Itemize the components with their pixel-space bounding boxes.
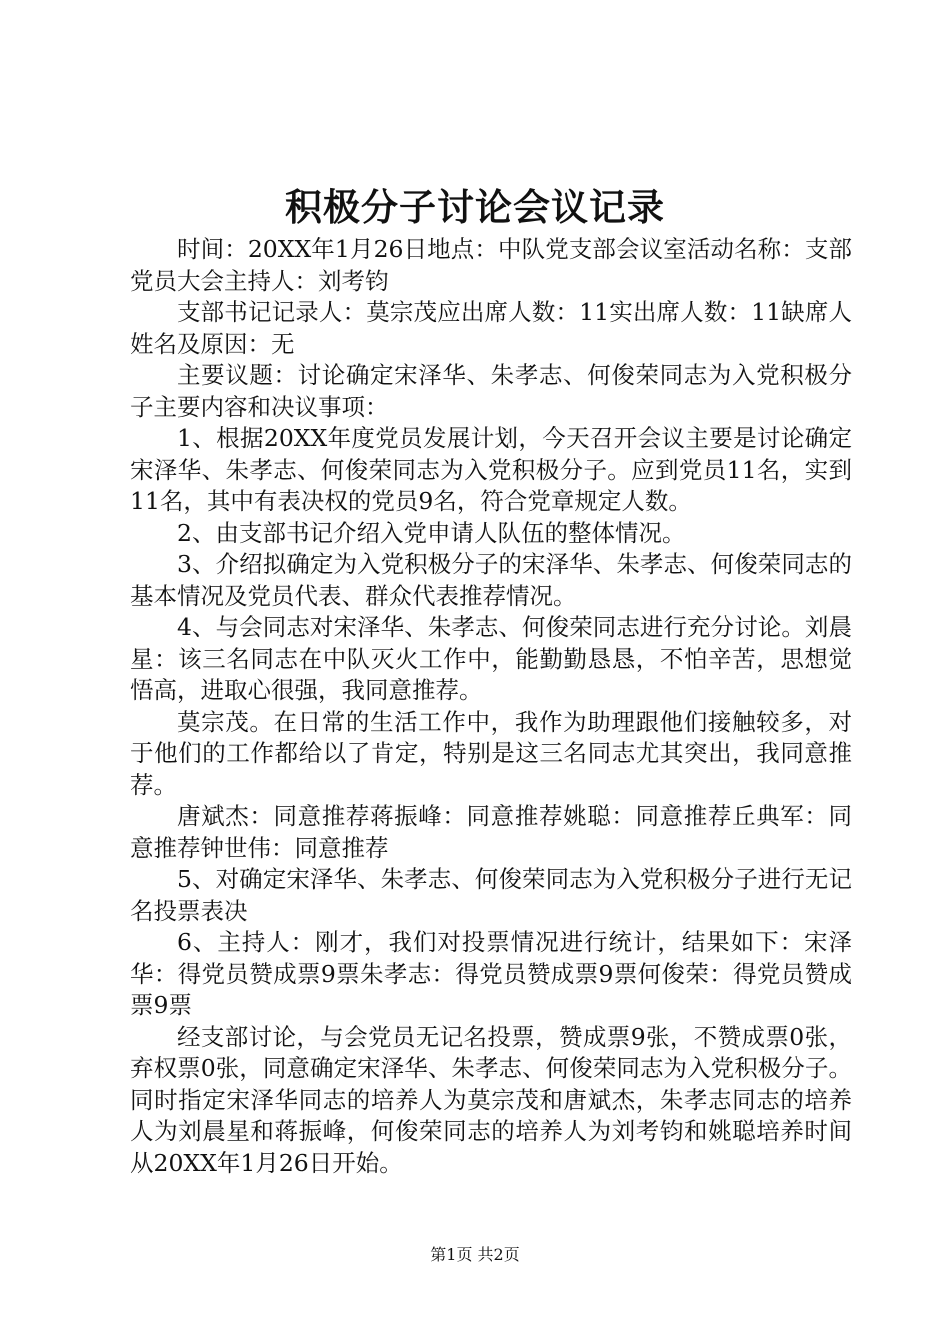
paragraph-meeting-info: 时间：20XX年1月26日地点：中队党支部会议室活动名称：支部党员大会主持人：刘考钧 — [130, 235, 852, 295]
document-body — [130, 234, 852, 1179]
paragraph-item-6: 6、主持人：刚才，我们对投票情况进行统计，结果如下：宋泽华：得党员赞成票9票朱孝志：得党员赞成票9票何俊荣：得党员赞成票9票 — [130, 928, 852, 1019]
paragraph-statements-others: 唐斌杰：同意推荐蒋振峰：同意推荐姚聪：同意推荐丘典军：同意推荐钟世伟：同意推荐 — [130, 802, 852, 862]
paragraph-item-2: 2、由支部书记介绍入党申请人队伍的整体情况。 — [177, 518, 686, 547]
paragraph-statement-mo: 莫宗茂。在日常的生活工作中，我作为助理跟他们接触较多，对于他们的工作都给以了肯定，特别是这三名同志尤其突出，我同意推荐。 — [130, 707, 852, 799]
paragraph-conclusion: 经支部讨论，与会党员无记名投票，赞成票9张，不赞成票0张，弃权票0张，同意确定宋泽华、朱孝志、何俊荣同志为入党积极分子。同时指定宋泽华同志的培养人为莫宗茂和唐斌杰，朱孝志同志的培养人为刘晨星和蒋振峰，何俊荣同志的培养人为刘考钧和姚聪培养时间从20XX年1月26日开始。 — [130, 1022, 852, 1177]
paragraph-item-4: 4、与会同志对宋泽华、朱孝志、何俊荣同志进行充分讨论。刘晨星：该三名同志在中队灭火工作中，能勤勤恳恳，不怕辛苦，思想觉悟高，进取心很强，我同意推荐。 — [130, 613, 852, 704]
paragraph-item-5: 5、对确定宋泽华、朱孝志、何俊荣同志为入党积极分子进行无记名投票表决 — [130, 865, 852, 925]
paragraph-attendance: 支部书记记录人：莫宗茂应出席人数：11实出席人数：11缺席人姓名及原因：无 — [130, 298, 852, 358]
paragraph-item-1: 1、根据20XX年度党员发展计划，今天召开会议主要是讨论确定宋泽华、朱孝志、何俊荣同志为入党积极分子。应到党员11名，实到11名，其中有表决权的党员9名，符合党章规定人数。 — [130, 424, 852, 515]
paragraph-item-3: 3、介绍拟确定为入党积极分子的宋泽华、朱孝志、何俊荣同志的基本情况及党员代表、群众代表推荐情况。 — [130, 550, 852, 610]
paragraph-main-topic: 主要议题：讨论确定宋泽华、朱孝志、何俊荣同志为入党积极分子主要内容和决议事项： — [130, 361, 852, 421]
page-number: 第1页 共2页 — [430, 1245, 520, 1264]
document-title: 积极分子讨论会议记录 — [285, 185, 665, 229]
